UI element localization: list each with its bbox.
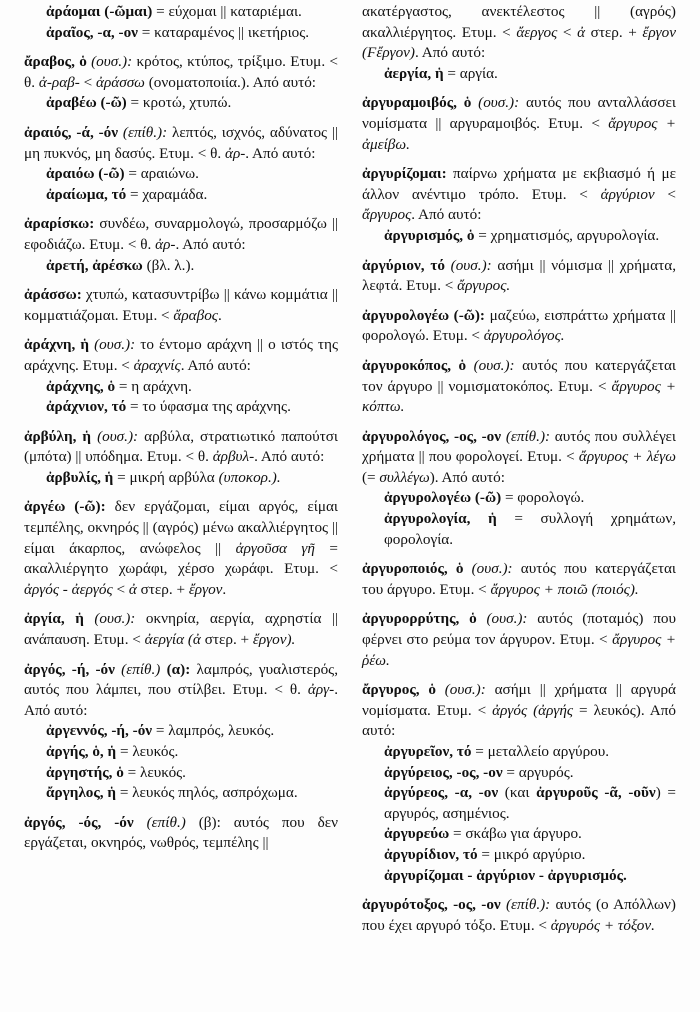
sub-entry <box>362 488 676 509</box>
italic-note: ἀ <box>128 580 137 598</box>
italic-note: (ουσ.): <box>450 256 492 274</box>
italic-note: ἀργ- <box>307 681 335 699</box>
headword: ἀργεννός, -ή, -όν <box>46 722 153 740</box>
headword: ἀραιός, -ά, -όν <box>24 123 123 141</box>
sub-entry <box>24 397 338 418</box>
headword: ἀργυροποιός, ὁ <box>362 560 472 578</box>
italic-note: συλλέγω <box>379 468 430 486</box>
dictionary-entry <box>362 256 676 297</box>
definition-text: . Από αυτό: <box>411 206 482 224</box>
italic-note: (επίθ.): <box>122 123 168 141</box>
headword: ἀργηστής, ὁ <box>46 763 124 781</box>
headword: ἀργύρειος, -ος, -ον <box>384 763 503 781</box>
sub-entry <box>24 763 338 784</box>
italic-note: ἄργυρος + κόπτω. <box>362 377 677 416</box>
definition-text: (= <box>362 468 380 486</box>
definition-text: ). Από αυτό: <box>429 468 505 486</box>
definition-text: στερ. + <box>136 580 189 598</box>
italic-note: (επίθ.): <box>505 896 551 914</box>
italic-note: (ουσ.): <box>94 336 136 354</box>
italic-note: ἄεργος <box>516 23 558 41</box>
sub-entry <box>362 866 676 887</box>
headword: ἀργυροῦς -ᾶ, -οῦν <box>536 784 656 802</box>
headword: (α): <box>160 660 191 678</box>
italic-note: ἀργύριον <box>600 185 655 203</box>
italic-note: ἄργυρος. <box>457 277 511 295</box>
sub-entry <box>24 256 338 277</box>
definition-text: δεν εργάζομαι, είμαι αργός, είμαι τεμπέλης, οκνηρός || (αγρός) μένω ακαλλιέργητος || είμαι άκαρπος, ανώφελος || <box>24 498 338 557</box>
dictionary-entry <box>24 214 338 255</box>
definition-text: < <box>654 185 676 203</box>
headword: ἀραρίσκω: <box>24 215 95 233</box>
headword: ἀράχνης, ὁ <box>46 377 116 395</box>
headword: ἀργία, ἡ <box>24 610 95 628</box>
definition-text: = αργυρός. <box>502 763 574 781</box>
definition-text: = φορολογώ. <box>501 489 585 507</box>
definition-text: = χρηματισμός, αργυρολογία. <box>474 226 660 244</box>
dictionary-entry <box>24 335 338 376</box>
dictionary-entry <box>362 306 676 347</box>
headword: ἀργός, -ός, -όν <box>24 813 147 831</box>
headword: ἀργέω (-ῶ): <box>24 498 106 516</box>
definition-text: στερ. + <box>585 23 643 41</box>
sub-entry <box>362 824 676 845</box>
dictionary-entry <box>362 2 676 64</box>
sub-entry <box>24 742 338 763</box>
headword: ἄραβος, ὁ <box>24 53 92 71</box>
definition-text: οκνηρία, αεργία, αχρηστία || ανάπαυση. Ετυμ. < <box>24 610 338 649</box>
headword: ἀργυρίδιον, τό <box>384 845 478 863</box>
sub-entry <box>24 721 338 742</box>
italic-note: ἀ <box>577 23 586 41</box>
sub-entry <box>362 64 676 85</box>
italic-note: ἔργον <box>188 580 223 598</box>
italic-note: (ουσ.): <box>473 356 515 374</box>
italic-note: (ουσ.): <box>94 610 136 628</box>
italic-note: ἀρ- <box>155 235 176 253</box>
headword: ἀεργία, ἡ <box>384 64 444 82</box>
definition-text: αρβύλα, στρατιωτικό παπούτσι (μπότα) || υπόδημα. Ετυμ. < θ. <box>24 427 338 466</box>
headword: ἀργυροκόπος, ὁ <box>362 356 474 374</box>
headword: ἀργυρολογέω (-ῶ): <box>362 306 485 324</box>
headword: ἀργυρίζομαι - ἀργύριον - ἀργυρισμός. <box>384 866 627 884</box>
dictionary-entry <box>24 609 338 650</box>
sub-entry <box>24 23 338 44</box>
definition-text: αυτός (ποταμός) που φέρνει στο ρεύμα τον άργυρον. Ετυμ. < <box>362 610 676 649</box>
headword: ἀρβυλίς, ἡ <box>46 468 114 486</box>
italic-note: ἀράσσω <box>95 73 145 91</box>
sub-entry <box>362 845 676 866</box>
headword: ἀράχνιον, τό <box>46 398 127 416</box>
headword: ἀργύρεος, -α, -ον <box>384 784 499 802</box>
definition-text: = χαραμάδα. <box>126 185 208 203</box>
definition-text: λαμπρός, γυαλιστερός, αυτός που λάμπει, που στίλβει. Ετυμ. < θ. <box>24 660 338 699</box>
dictionary-entry <box>362 559 676 600</box>
definition-text: (και <box>498 784 537 802</box>
sub-entry <box>362 742 676 763</box>
definition-text: . Από αυτό: <box>254 448 325 466</box>
italic-note: ἔργον (Ϝἔργον) <box>362 23 676 62</box>
sub-entry <box>362 763 676 784</box>
definition-text: < <box>557 23 578 41</box>
definition-text: ) = αργυρός, ασημένιος. <box>384 784 676 822</box>
dictionary-entry <box>24 427 338 468</box>
sub-entry <box>24 185 338 206</box>
sub-entry <box>362 509 676 550</box>
sub-entry <box>24 93 338 114</box>
italic-note: (επίθ.) <box>121 660 161 678</box>
dictionary-entry <box>24 497 338 600</box>
definition-text: ακατέργαστος, ανεκτέλεστος || (αγρός) ακαλλιέργητος. Ετυμ. < <box>362 3 676 41</box>
italic-note: ἄργυρος + ἀμείβω. <box>362 114 676 153</box>
headword: ἀρβύλη, ἡ <box>24 427 98 445</box>
definition-text: = μικρή αρβύλα <box>113 468 219 486</box>
italic-note: (ουσ.): <box>486 610 528 628</box>
dictionary-entry <box>362 93 676 155</box>
left-column <box>24 2 338 854</box>
headword: ἀρετή, ἀρέσκω <box>46 256 143 274</box>
dictionary-entry <box>362 680 676 742</box>
headword: ἀραῖος, -α, -ον <box>46 23 138 41</box>
italic-note: ἄργυρος <box>362 206 412 224</box>
headword: ἀργυρισμός, ὁ <box>384 226 475 244</box>
headword: ἀραβέω (-ῶ) <box>46 94 127 112</box>
italic-note: ἀρβυλ- <box>212 448 255 466</box>
definition-text: αυτός που συλλέγει χρήματα || που φορολογεί. Ετυμ. < <box>362 427 677 466</box>
definition-text: = λευκός πηλός, ασπρόχωμα. <box>116 784 298 802</box>
headword: ἀράσσω: <box>24 286 82 304</box>
headword: ἀραίωμα, τό <box>46 185 127 203</box>
italic-note: (ουσ.): <box>91 53 133 71</box>
sub-entry <box>24 468 338 489</box>
italic-note: (επίθ.) <box>146 813 186 831</box>
definition-text: . <box>217 306 222 324</box>
italic-note: ἄργυρος + ποιῶ (ποιός). <box>490 580 639 598</box>
headword: ἀργυρεύω <box>384 825 450 843</box>
headword: ἀργυρεῖον, τό <box>384 743 472 760</box>
italic-note: (επίθ.): <box>505 427 551 445</box>
italic-note: ἄργυρος + λέγω <box>578 448 676 466</box>
definition-text: αυτός που ανταλλάσσει νομίσματα || αργυραμοιβός. Ετυμ. < <box>362 94 676 132</box>
headword: ἀργυρολόγος, -ος, -ον <box>362 427 506 445</box>
definition-text: = μεταλλείο αργύρου. <box>471 743 610 760</box>
italic-note: ἀργοῦσα γῆ <box>235 539 315 557</box>
right-column <box>362 2 676 936</box>
italic-note: ἄργυρος + ῥέω. <box>362 631 676 669</box>
definition-text: . Από αυτό: <box>180 356 251 374</box>
headword: ἄργυρος, ὁ <box>362 681 445 699</box>
definition-text: λεπτός, ισχνός, αδύνατος || μη πυκνός, μη δασύς. Ετυμ. < θ. <box>24 123 339 162</box>
headword: ἀργός, -ή, -όν <box>24 660 122 678</box>
headword: ἀργυρορρύτης, ὁ <box>362 610 487 628</box>
definition-text: (β): αυτός που δεν εργάζεται, οκνηρός, νωθρός, τεμπέλης || <box>24 813 338 852</box>
definition-text: < <box>112 580 129 598</box>
italic-note: ἀραχνίς <box>133 356 181 374</box>
dictionary-entry <box>24 660 338 722</box>
italic-note: (υποκορ.). <box>218 468 281 486</box>
italic-note: ἀργυρολόγος. <box>483 327 565 345</box>
definition-text: = αραιώνω. <box>124 165 199 183</box>
definition-text: = συλλογή χρημάτων, φορολογία. <box>384 510 677 548</box>
definition-text: (βλ. λ.). <box>142 256 195 274</box>
sub-entry <box>362 226 676 247</box>
italic-note: ἀεργία (ἀ <box>144 631 201 649</box>
definition-text: = αργία. <box>443 64 498 82</box>
headword: ἀργυρολογέω (-ῶ) <box>384 489 502 507</box>
headword: ἄργηλος, ἡ <box>46 784 117 802</box>
definition-text: < <box>79 73 96 91</box>
definition-text: ασήμι || νόμισμα || χρήματα, λεφτά. Ετυμ. < <box>362 256 676 295</box>
dictionary-entry <box>362 895 676 936</box>
sub-entry <box>24 2 338 23</box>
definition-text: μαζεύω, εισπράττω χρήματα || φορολογώ. Ετυμ. < <box>362 306 676 345</box>
italic-note: (ουσ.): <box>471 560 513 578</box>
italic-note: ἀ-ραβ- <box>38 73 80 91</box>
italic-note: ἀρ- <box>224 144 246 162</box>
definition-text: = μικρό αργύριο. <box>477 845 586 863</box>
italic-note: ἀργυρός + τόξον. <box>550 916 655 934</box>
definition-text: χτυπώ, κατασυντρίβω || κάνω κομμάτια || κομματιάζομαι. Ετυμ. < <box>24 286 338 324</box>
dictionary-entry <box>362 609 676 671</box>
italic-note: ἀργός (ἀργής <box>492 701 574 719</box>
definition-text: = κροτώ, χτυπώ. <box>126 94 232 112</box>
definition-text: το έντομο αράχνη || ο ιστός της αράχνης. Ετυμ. < <box>24 336 338 374</box>
definition-text: = εύχομαι || καταριέμαι. <box>152 3 302 20</box>
definition-text: κρότος, κτύπος, τρίξιμο. Ετυμ. < θ. <box>24 53 338 91</box>
definition-text: = λευκός). Από αυτό: <box>362 701 676 740</box>
dictionary-entry <box>362 427 676 489</box>
definition-text: = καταραμένος || ικετήριος. <box>137 23 310 41</box>
headword: ἀργυρολογία, ἡ <box>384 510 497 528</box>
definition-text: στερ. + <box>200 631 253 649</box>
definition-text: = λευκός. <box>116 743 179 760</box>
italic-note: ἔργον). <box>252 631 296 649</box>
headword: ἀργής, ὁ, ἡ <box>46 743 117 760</box>
sub-entry <box>362 783 676 824</box>
italic-note: (ουσ.): <box>444 681 486 699</box>
headword: ἀργύριον, τό <box>362 256 451 274</box>
italic-note: (ουσ.): <box>97 427 139 445</box>
definition-text: . Από αυτό: <box>245 144 316 162</box>
definition-text: αυτός (ο Απόλλων) που έχει αργυρό τόξο. Ετυμ. < <box>362 896 676 934</box>
definition-text: αυτός που κατεργάζεται του άργυρο. Ετυμ. < <box>362 560 676 598</box>
definition-text: ασήμι || χρήματα || αργυρά νομίσματα. Ετυμ. < <box>362 681 676 719</box>
dictionary-entry <box>24 123 338 164</box>
definition-text: . Από αυτό: <box>24 681 338 719</box>
definition-text: = η αράχνη. <box>115 377 192 395</box>
definition-text: . Από αυτό: <box>175 235 246 253</box>
headword: ἀργυρότοξος, -ος, -ον <box>362 896 506 914</box>
dictionary-entry <box>24 285 338 326</box>
headword: ἀράχνη, ἡ <box>24 336 95 354</box>
definition-text: = σκάβω για άργυρο. <box>449 825 582 843</box>
headword: ἀραιόω (-ῶ) <box>46 165 125 183</box>
sub-entry <box>24 164 338 185</box>
definition-text: συνδέω, συναρμολογώ, προσαρμόζω || εφοδιάζω. Ετυμ. < θ. <box>24 215 338 253</box>
definition-text: = λαμπρός, λευκός. <box>152 722 275 740</box>
dictionary-entry <box>362 356 676 418</box>
italic-note: (ουσ.): <box>478 94 520 112</box>
italic-note: ἄραβος <box>173 306 218 324</box>
definition-text: = το ύφασμα της αράχνης. <box>126 398 291 416</box>
sub-entry <box>24 377 338 398</box>
sub-entry <box>24 783 338 804</box>
definition-text: . <box>222 580 227 598</box>
headword: ἀργυραμοιβός, ὁ <box>362 94 479 112</box>
definition-text: αυτός που κατεργάζεται τον άργυρο || νομισματοκόπος. Ετυμ. < <box>362 356 676 395</box>
definition-text: (ονοματοποιία.). Από αυτό: <box>144 73 317 91</box>
definition-text: = λευκός. <box>123 763 186 781</box>
dictionary-entry <box>362 164 676 226</box>
definition-text: . Από αυτό: <box>415 44 486 62</box>
dictionary-entry <box>24 52 338 93</box>
definition-text: = ακαλλιέργητο χωράφι, χέρσο χωράφι. Ετυμ. < <box>24 539 338 578</box>
headword: ἀράομαι (-ῶμαι) <box>46 3 153 20</box>
italic-note: ἀργός - ἀεργός <box>24 580 113 598</box>
headword: ἀργυρίζομαι: <box>362 165 447 183</box>
dictionary-entry <box>24 813 338 854</box>
definition-text: παίρνω χρήματα με εκβιασμό ή με άλλον ανέντιμο τρόπο. Ετυμ. < <box>362 165 676 203</box>
